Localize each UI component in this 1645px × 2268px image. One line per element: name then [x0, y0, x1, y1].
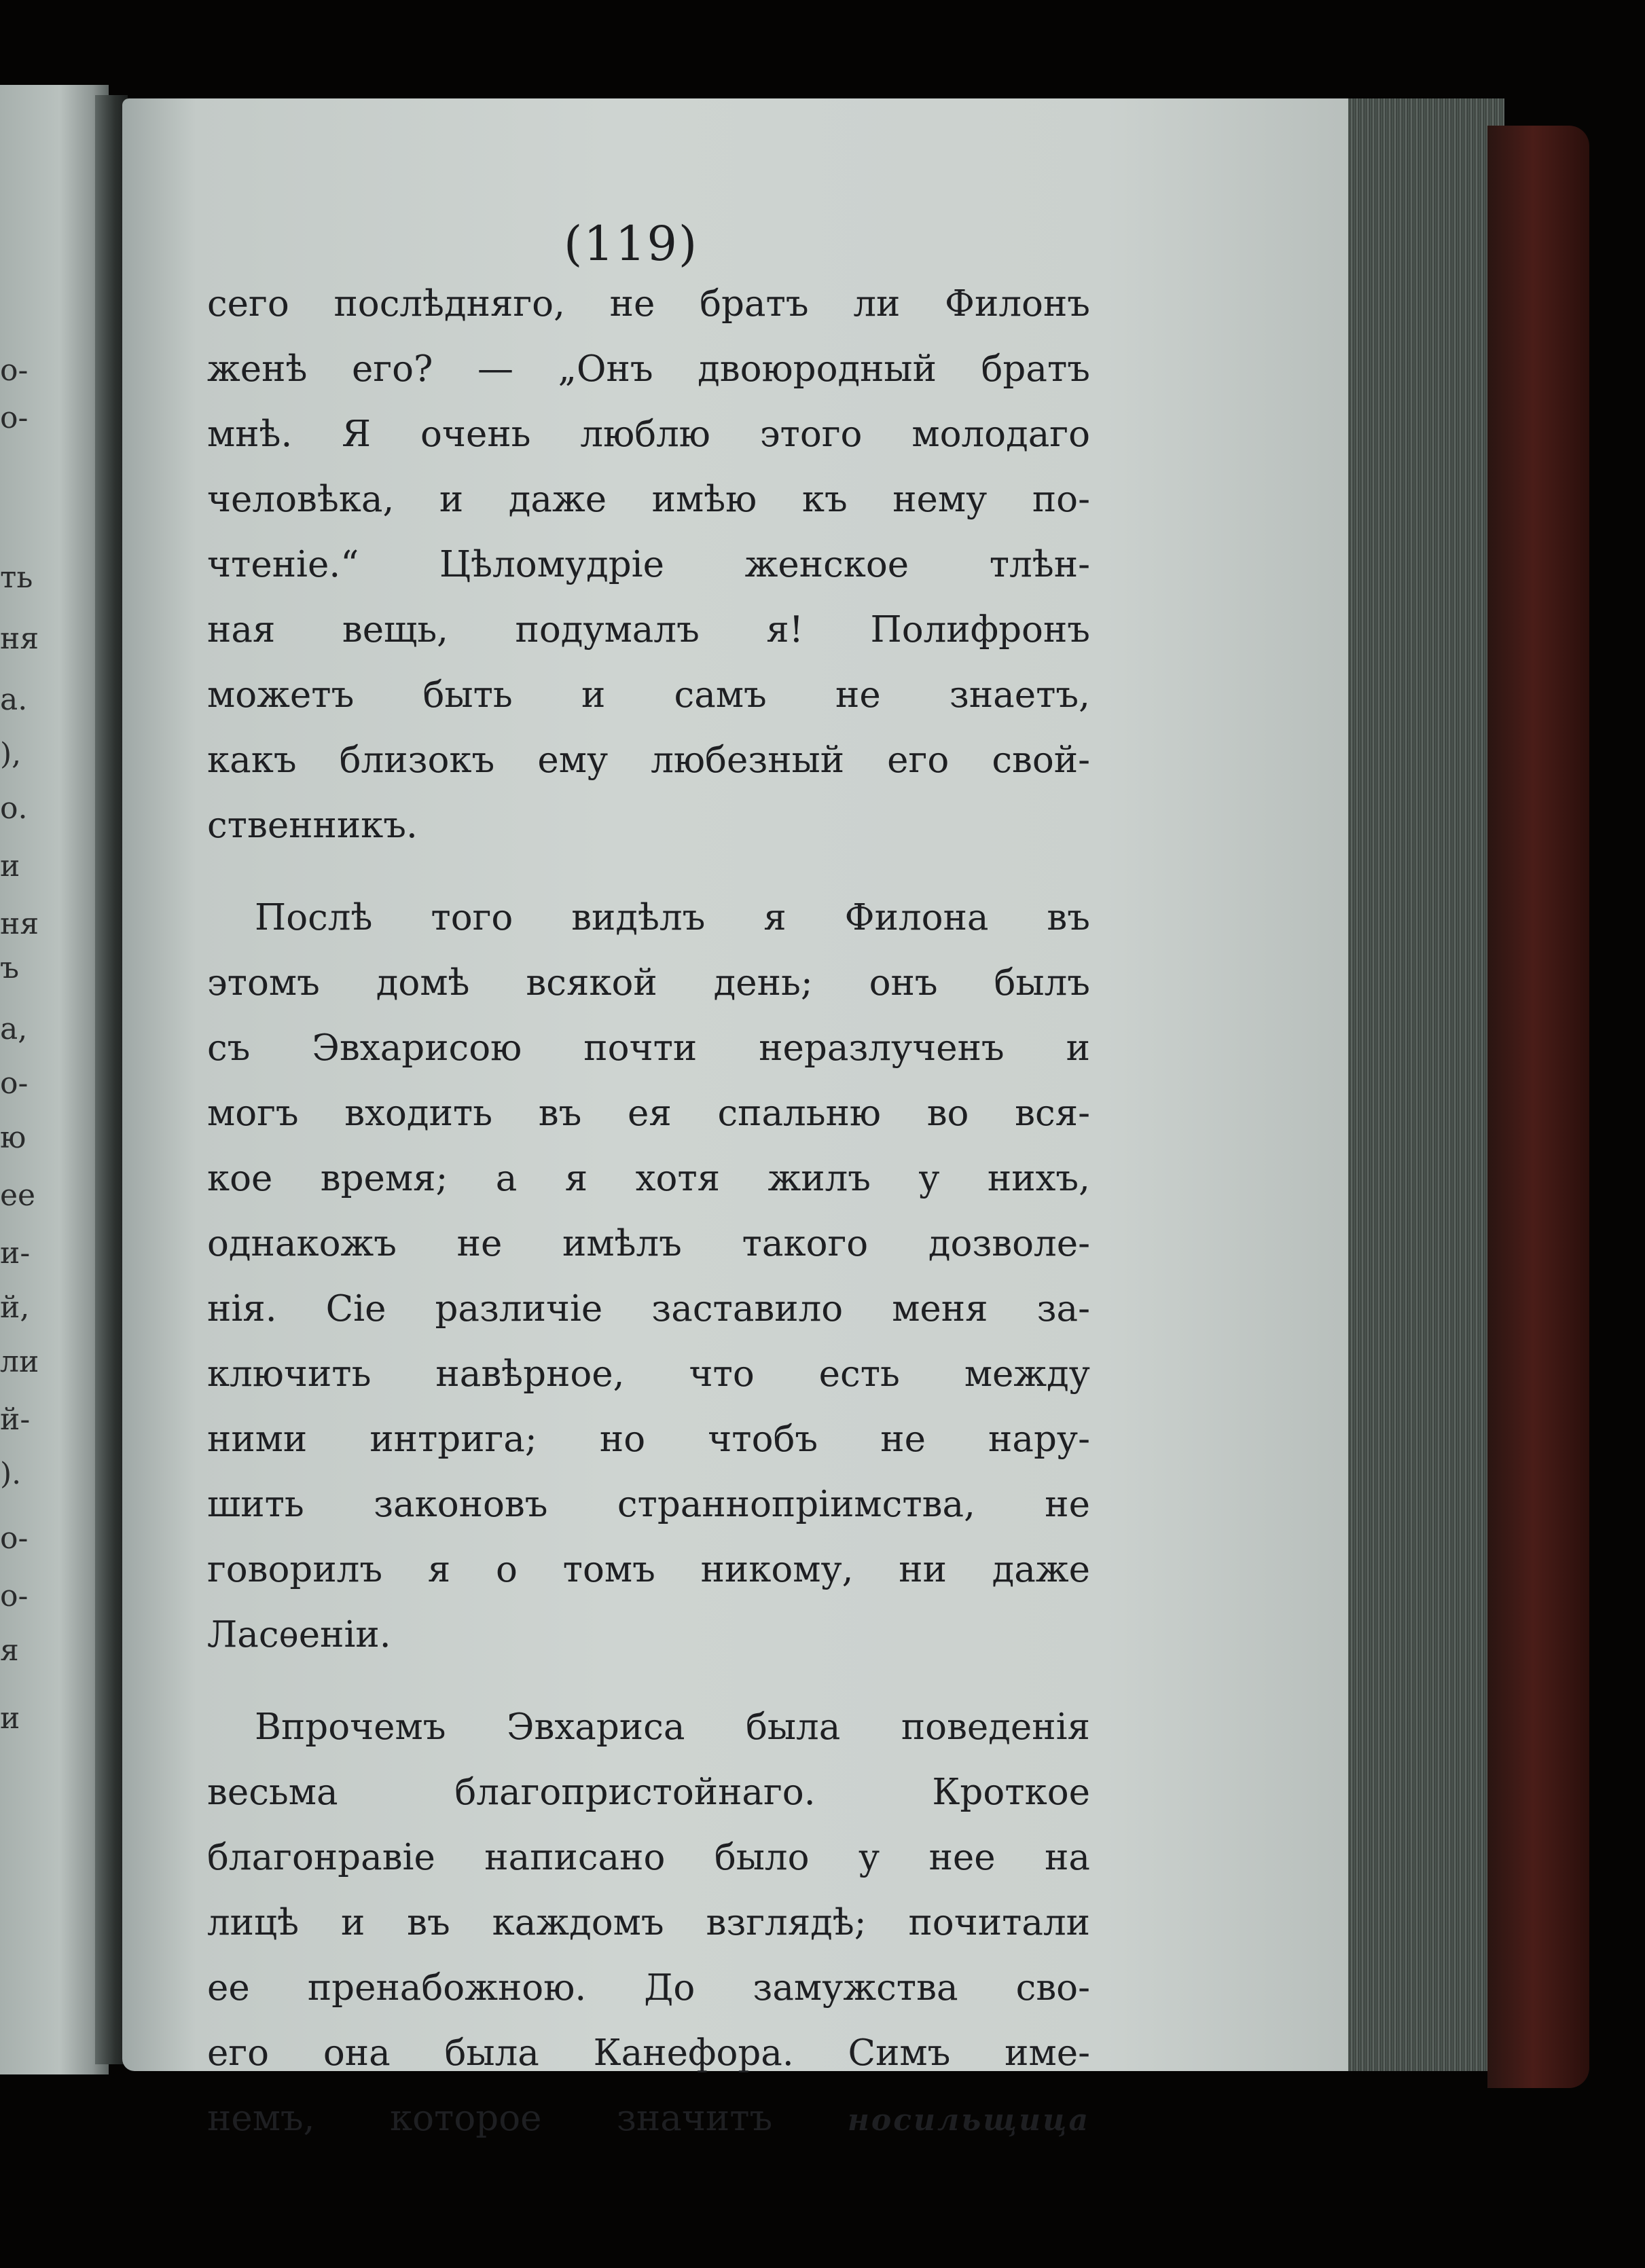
text-line: ключить навѣрное, что есть между [207, 1353, 1090, 1395]
left-page-fragment: й- [0, 1402, 31, 1437]
left-page-fragment: о- [0, 401, 29, 435]
text-line: кое время; а я хотя жилъ у нихъ, [207, 1158, 1090, 1199]
text-line: говорилъ я о томъ никому, ни даже [207, 1549, 1090, 1590]
text-line-start: немъ, которое значитъ [207, 2098, 773, 2139]
left-page-fragment: ъ [0, 951, 19, 985]
left-page-fragment: и [0, 849, 20, 883]
left-page-fragment: о. [0, 791, 28, 826]
left-page-fragment: а, [0, 1012, 28, 1046]
text-line: человѣка, и даже имѣю къ нему по- [207, 479, 1090, 520]
left-page-fragment: о- [0, 1579, 29, 1613]
left-page-fragment: и [0, 1701, 20, 1736]
left-page-fragment: ю [0, 1120, 26, 1155]
left-facing-page [0, 85, 109, 2074]
text-line: шить законовъ страннопріимства, не [207, 1484, 1090, 1525]
text-line: ная вещь, подумалъ я! Полифронъ [207, 609, 1090, 651]
left-page-fragment: ). [0, 1457, 22, 1491]
left-page-fragment: о- [0, 1066, 29, 1101]
left-page-fragment: а. [0, 682, 28, 717]
left-page-fragment: ня [0, 621, 39, 656]
left-page-fragment: ее [0, 1178, 36, 1213]
left-page-fragment: й, [0, 1290, 30, 1325]
text-line: ними интрига; но чтобъ не нару- [207, 1419, 1090, 1460]
left-page-fragment: ли [0, 1345, 39, 1379]
text-line-final [207, 2086, 1090, 2151]
text-line: ственникъ. [207, 805, 418, 846]
book-cover-edge [1487, 126, 1589, 2088]
text-line: чтеніе.“ Цѣломудріе женское тлѣн- [207, 544, 1090, 585]
left-page-fragment: о- [0, 353, 29, 388]
left-page-fragment: ня [0, 907, 39, 941]
text-line: сего послѣдняго, не братъ ли Филонъ [207, 283, 1090, 325]
text-line: Ласѳеніи. [207, 1614, 391, 1656]
text-line: мнѣ. Я очень люблю этого молодаго [207, 414, 1090, 455]
left-page-fragment: о- [0, 1521, 29, 1556]
text-line: можетъ быть и самъ не знаетъ, [207, 674, 1090, 716]
text-line: нія. Сіе различіе заставило меня за- [207, 1288, 1090, 1330]
text-line: Впрочемъ Эвхариса была поведенія [255, 1706, 1090, 1748]
left-page-fragment: ть [0, 560, 33, 595]
left-page-fragment: я [0, 1633, 19, 1668]
text-line: могъ входить въ ея спальню во вся- [207, 1093, 1090, 1134]
text-line: его она была Канефора. Симъ име- [207, 2032, 1090, 2074]
left-page-fragment: ), [0, 737, 22, 771]
text-line: однакожъ не имѣлъ такого дозволе- [207, 1223, 1090, 1264]
text-line: этомъ домѣ всякой день; онъ былъ [207, 962, 1090, 1004]
text-line: ее пренабожною. До замужства сво- [207, 1967, 1090, 2009]
left-page-fragment: и- [0, 1236, 31, 1270]
text-line: Послѣ того видѣлъ я Филона въ [255, 897, 1090, 938]
page-number: (119) [564, 216, 699, 272]
text-line: какъ близокъ ему любезный его свой- [207, 739, 1090, 781]
text-line: весьма благопристойнаго. Кроткое [207, 1772, 1090, 1813]
page-body-text [207, 272, 1090, 2151]
page-edges [1348, 98, 1504, 2071]
text-line: благонравіе написано было у нее на [207, 1837, 1090, 1878]
text-line: лицѣ и въ каждомъ взглядѣ; почитали [207, 1902, 1090, 1943]
text-line: женѣ его? — „Онъ двоюродный братъ [207, 348, 1090, 390]
emphasized-word: носильщица [847, 2103, 1090, 2138]
text-line: съ Эвхарисою почти неразлученъ и [207, 1027, 1090, 1069]
